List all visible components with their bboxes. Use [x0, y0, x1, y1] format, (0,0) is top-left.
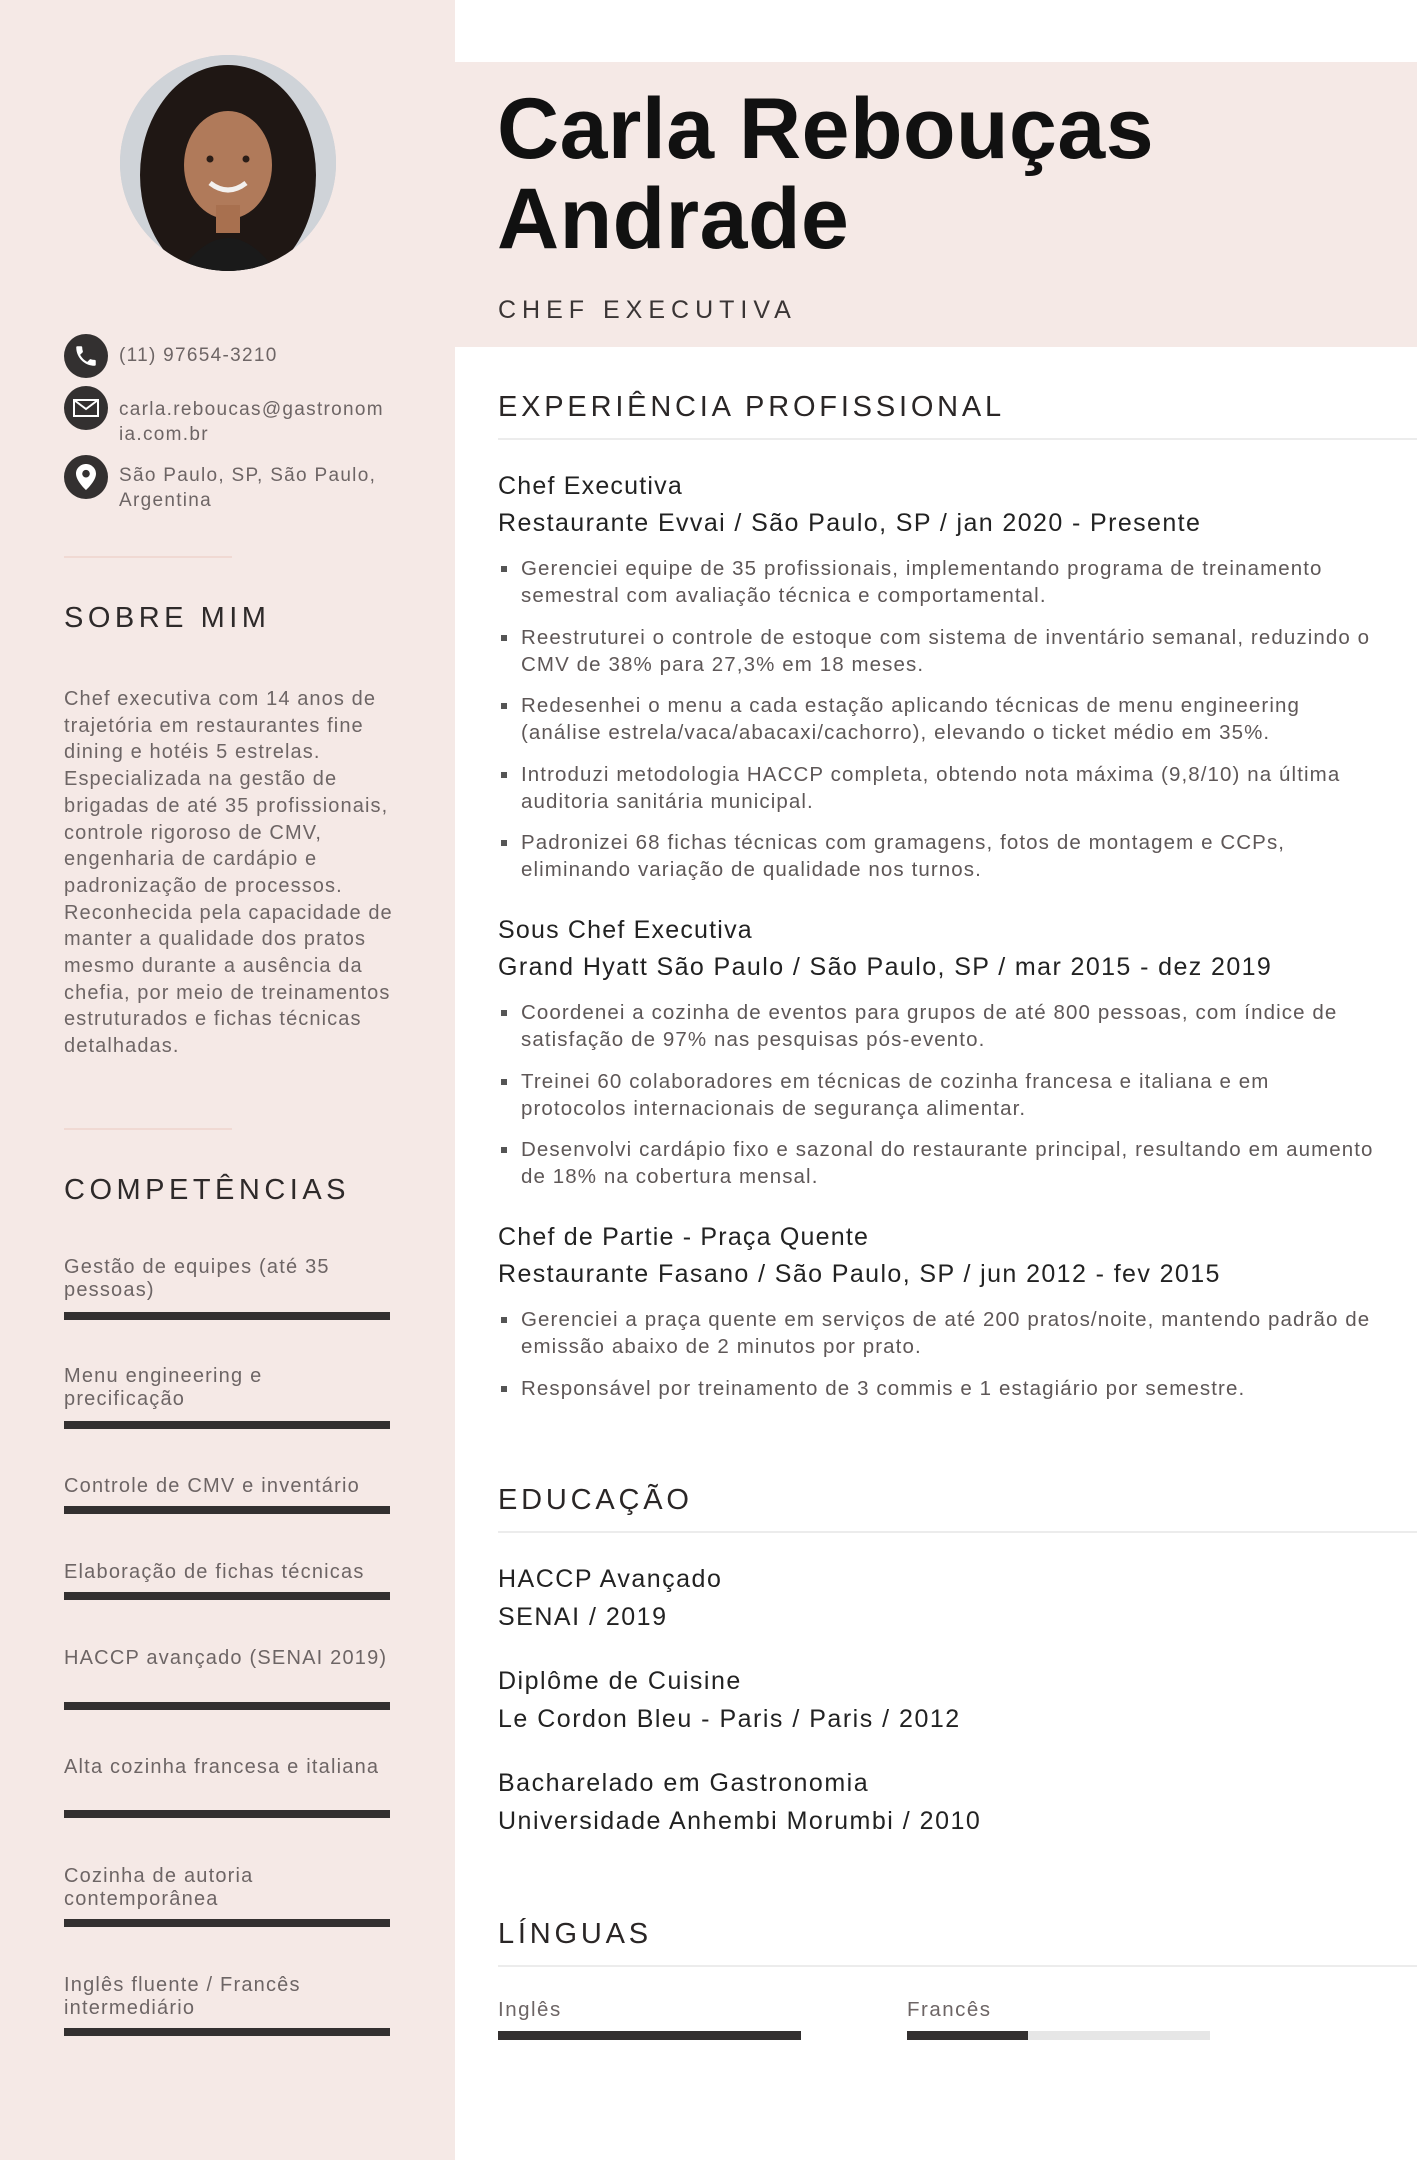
sidebar-divider: [64, 556, 232, 558]
job-bullets: [498, 999, 1378, 1205]
skill-bar: [64, 1312, 390, 1320]
skill-item: [64, 1756, 390, 1779]
sidebar: [0, 0, 455, 2160]
job-bullets: [498, 1306, 1378, 1416]
language-bar-track: [498, 2031, 801, 2040]
skill-item: [64, 1974, 390, 2020]
phone-text: (11) 97654-3210: [119, 345, 278, 366]
skill-item: [64, 1865, 390, 1911]
contact-location: [64, 455, 389, 513]
section-rule: [498, 1531, 1417, 1533]
job-bullets: [498, 555, 1378, 898]
education-course: HACCP Avançado: [498, 1565, 723, 1593]
skill-label: Inglês fluente / Francês intermediário: [64, 1974, 301, 2019]
name-line-1: Carla Rebouças: [497, 81, 1155, 177]
education-institution: Le Cordon Bleu - Paris / Paris / 2012: [498, 1705, 961, 1733]
candidate-name: [497, 81, 1155, 267]
skill-label: Elaboração de fichas técnicas: [64, 1561, 365, 1583]
language-name: Inglês: [498, 1998, 562, 2021]
location-pin-icon: [64, 455, 108, 499]
bullet-item: Responsável por treinamento de 3 commis e 1 estagiário por semestre.: [498, 1375, 1378, 1402]
location-text: São Paulo, SP, São Paulo, Argentina: [119, 465, 377, 511]
language-bar-track: [907, 2031, 1210, 2040]
job-subtitle: Restaurante Evvai / São Paulo, SP / jan 2020 - Presente: [498, 509, 1202, 537]
bullet-item: Padronizei 68 fichas técnicas com gramagens, fotos de montagem e CCPs, eliminando variação de qualidade nos turnos.: [498, 829, 1378, 883]
about-text: Chef executiva com 14 anos de trajetória em restaurantes fine dining e hotéis 5 estrelas. Especializada na gestão de brigadas de até 35 profissionais, controle rigoroso de CMV, engenharia de cardápio e padronização de processos. Reconhecida pela capacidade de manter a qualidade dos pratos mesmo durante a ausência da chefia, por meio de treinamentos estruturados e fichas técnicas detalhadas.: [64, 688, 393, 1058]
education-heading: EDUCAÇÃO: [498, 1484, 693, 1516]
bullet-item: Redesenhei o menu a cada estação aplicando técnicas de menu engineering (análise estrela/vaca/abacaxi/cachorro), elevando o ticket médio em 35%.: [498, 692, 1378, 746]
profile-photo: [120, 55, 336, 271]
name-line-2: Andrade: [497, 171, 850, 267]
language-name: Francês: [907, 1998, 992, 2021]
language-item: [498, 1998, 801, 2022]
skill-item: [64, 1647, 390, 1670]
job-title: Sous Chef Executiva: [498, 916, 753, 944]
bullet-item: Treinei 60 colaboradores em técnicas de cozinha francesa e italiana e em protocolos internacionais de segurança alimentar.: [498, 1068, 1378, 1122]
sidebar-divider: [64, 1128, 232, 1130]
contact-email: [64, 386, 389, 447]
skill-label: Alta cozinha francesa e italiana: [64, 1756, 380, 1778]
section-rule: [498, 1965, 1417, 1967]
bullet-item: Introduzi metodologia HACCP completa, obtendo nota máxima (9,8/10) na última auditoria sanitária municipal.: [498, 761, 1378, 815]
bullet-item: Gerenciei a praça quente em serviços de até 200 pratos/noite, mantendo padrão de emissão abaixo de 2 minutos por prato.: [498, 1306, 1378, 1360]
job-subtitle: Restaurante Fasano / São Paulo, SP / jun 2012 - fev 2015: [498, 1260, 1221, 1288]
job-subtitle: Grand Hyatt São Paulo / São Paulo, SP / mar 2015 - dez 2019: [498, 953, 1273, 981]
skill-label: Gestão de equipes (até 35 pessoas): [64, 1256, 330, 1301]
skill-label: Menu engineering e precificação: [64, 1365, 263, 1410]
bullet-item: Gerenciei equipe de 35 profissionais, implementando programa de treinamento semestral com avaliação técnica e comportamental.: [498, 555, 1378, 609]
skills-heading: COMPETÊNCIAS: [64, 1174, 351, 1206]
education-institution: SENAI / 2019: [498, 1603, 668, 1631]
section-rule: [498, 438, 1417, 440]
skill-item: [64, 1365, 390, 1411]
skill-label: Controle de CMV e inventário: [64, 1475, 360, 1497]
education-course: Bacharelado em Gastronomia: [498, 1769, 870, 1797]
bullet-item: Coordenei a cozinha de eventos para grupos de até 800 pessoas, com índice de satisfação de 97% nas pesquisas pós-evento.: [498, 999, 1378, 1053]
languages-heading: LÍNGUAS: [498, 1918, 652, 1950]
skill-bar: [64, 1421, 390, 1429]
skill-label: HACCP avançado (SENAI 2019): [64, 1647, 388, 1669]
education-course: Diplôme de Cuisine: [498, 1667, 742, 1695]
about-heading: SOBRE MIM: [64, 602, 271, 634]
skill-item: [64, 1561, 390, 1584]
job-title: Chef de Partie - Praça Quente: [498, 1223, 870, 1251]
skill-bar: [64, 1919, 390, 1927]
experience-heading: EXPERIÊNCIA PROFISSIONAL: [498, 391, 1005, 423]
skill-bar: [64, 1592, 390, 1600]
job-title: Chef Executiva: [498, 472, 683, 500]
language-bar-fill: [498, 2031, 801, 2040]
skill-bar: [64, 1702, 390, 1710]
bullet-item: Reestruturei o controle de estoque com sistema de inventário semanal, reduzindo o CMV de 38% para 27,3% em 18 meses.: [498, 624, 1378, 678]
skill-item: [64, 1475, 390, 1498]
language-bar-fill: [907, 2031, 1028, 2040]
email-text: carla.reboucas@gastronomia.com.br: [119, 399, 384, 445]
mail-icon: [64, 386, 108, 430]
skill-label: Cozinha de autoria contemporânea: [64, 1865, 254, 1910]
skill-item: [64, 1256, 390, 1302]
skill-bar: [64, 2028, 390, 2036]
language-item: [907, 1998, 1210, 2022]
phone-icon: [64, 334, 108, 378]
education-institution: Universidade Anhembi Morumbi / 2010: [498, 1807, 982, 1835]
contact-phone: [64, 334, 389, 378]
bullet-item: Desenvolvi cardápio fixo e sazonal do restaurante principal, resultando em aumento de 18% na cobertura mensal.: [498, 1136, 1378, 1190]
skill-bar: [64, 1506, 390, 1514]
skill-bar: [64, 1810, 390, 1818]
job-role: CHEF EXECUTIVA: [498, 296, 797, 324]
